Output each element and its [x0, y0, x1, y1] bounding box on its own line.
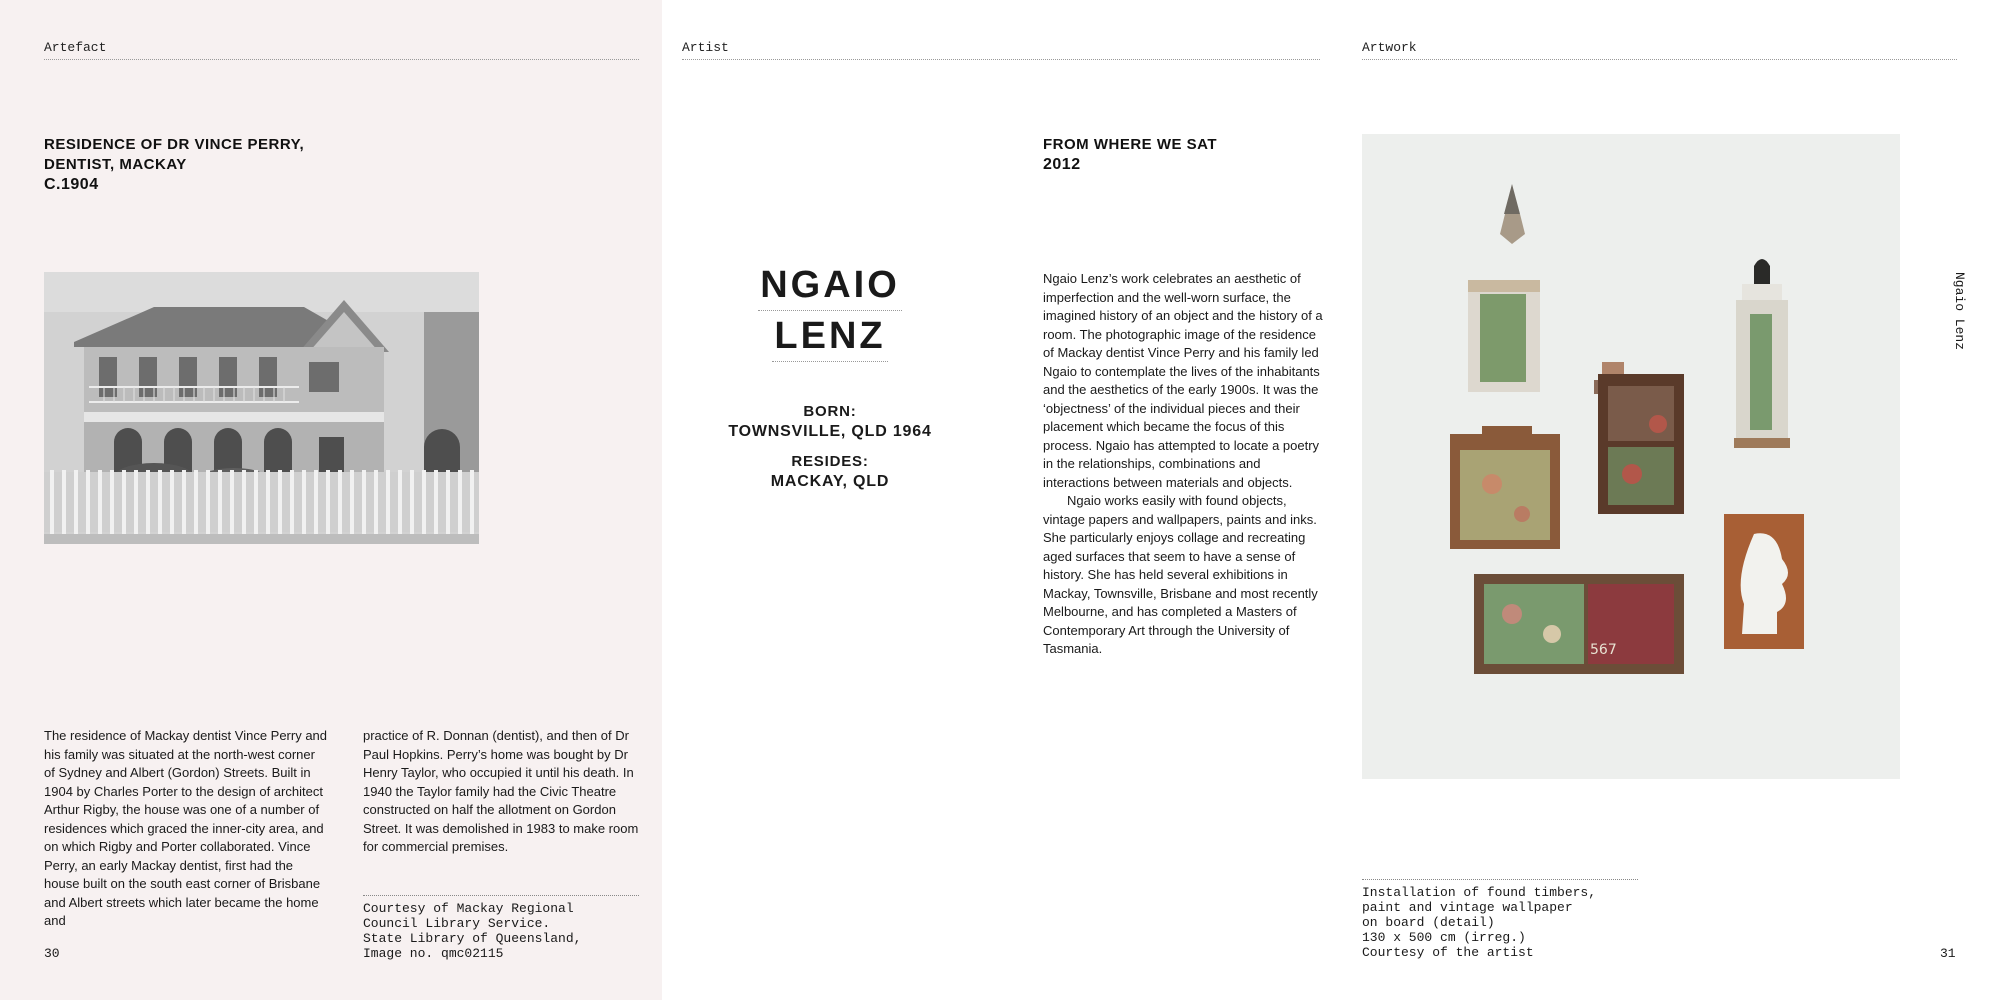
artwork-object-4	[1734, 259, 1790, 448]
artwork-object-5	[1724, 514, 1804, 649]
artwork-object-2	[1450, 426, 1560, 549]
born-label: BORN:	[803, 403, 857, 420]
artefact-text-col1: The residence of Mackay dentist Vince Perry and his family was situated at the north-west corner of Sydney and Albert (Gordon) Streets. Built in 1904 by Charles Porter to the design of architect Arthur Rigby, the house was one of a number of residences which graced the inner-city area, and on which Rigby and Porter collaborated. Vince Perry, an early Mackay dentist, first had the house built on the south east corner of Brisbane and Albert streets which later became the home and	[44, 728, 328, 928]
residence-photo	[44, 272, 479, 544]
born-value: TOWNSVILLE, QLD 1964	[728, 423, 932, 440]
resides-value: MACKAY, QLD	[770, 473, 890, 490]
essay-title-line1: FROM WHERE WE SAT	[1043, 136, 1218, 153]
essay-paragraph-2: Ngaio works easily with found objects, vintage papers and wallpapers, paints and inks. She particularly enjoys collage and recreating aged surfaces that seem to have a sense of history. She has held several exhibitions in Mackay, Townsville, Brisbane and most recently Melbourne, and has completed a Masters of Contemporary Art through the University of Tasmania.	[1043, 493, 1318, 656]
artwork-photo	[1362, 134, 1900, 779]
page-number-left: 30	[44, 946, 60, 961]
middle-page	[662, 0, 1003, 1000]
essay-title	[1043, 135, 1303, 175]
artist-name-last: LENZ	[772, 311, 887, 362]
running-head-vertical: Ngaio Lenz	[1952, 272, 1967, 351]
photo-credit: Courtesy of Mackay Regional Council Library Service. State Library of Queensland, Image no. qmc02115	[363, 901, 582, 961]
artefact-title-line1: RESIDENCE OF DR VINCE PERRY,	[44, 136, 305, 153]
artwork-object-3	[1594, 362, 1684, 514]
artist-bio	[700, 402, 960, 492]
artwork-caption: Installation of found timbers, paint and vintage wallpaper on board (detail) 130 x 500 cm (irreg.) Courtesy of the artist	[1362, 885, 1597, 960]
page-number-right: 31	[1940, 946, 1956, 961]
credit-divider	[363, 895, 639, 896]
essay-title-year: 2012	[1043, 156, 1081, 173]
artefact-title	[44, 135, 364, 195]
artefact-title-line2: DENTIST, MACKAY	[44, 156, 187, 173]
section-label-artist: Artist	[682, 40, 1320, 60]
essay-paragraph-1: Ngaio Lenz’s work celebrates an aesthetic of imperfection and the well-worn surface, the imagined history of an object and the history of a room. The photographic image of the residence of Mackay dentist Vince Perry and his family led Ngaio to contemplate the lives of the inhabitants and the aesthetics of the early 1900s. It was the ‘objectness’ of the individual pieces and their placement which became the focus of this process. Ngaio has attempted to locate a poetry in the relationships, combinations and interactions between materials and objects.	[1043, 271, 1323, 490]
essay-body	[1043, 270, 1323, 659]
artwork-object-6	[1474, 574, 1684, 674]
artwork-object-number: 567	[1590, 642, 1617, 658]
artefact-text-col2: practice of R. Donnan (dentist), and then of Dr Paul Hopkins. Perry’s home was bought by Dr Henry Taylor, who occupied it until his death. In 1940 the Taylor family had the Civic Theatre constructed on half the allotment on Gordon Street. It was demolished in 1983 to make room for commercial premises.	[363, 728, 639, 854]
artist-name-first: NGAIO	[758, 260, 902, 311]
caption-divider	[1362, 879, 1638, 880]
resides-label: RESIDES:	[791, 453, 869, 470]
artist-name	[700, 260, 960, 362]
section-label-artwork: Artwork	[1362, 40, 1957, 60]
section-label-artefact: Artefact	[44, 40, 639, 60]
artefact-title-year: C.1904	[44, 176, 99, 193]
